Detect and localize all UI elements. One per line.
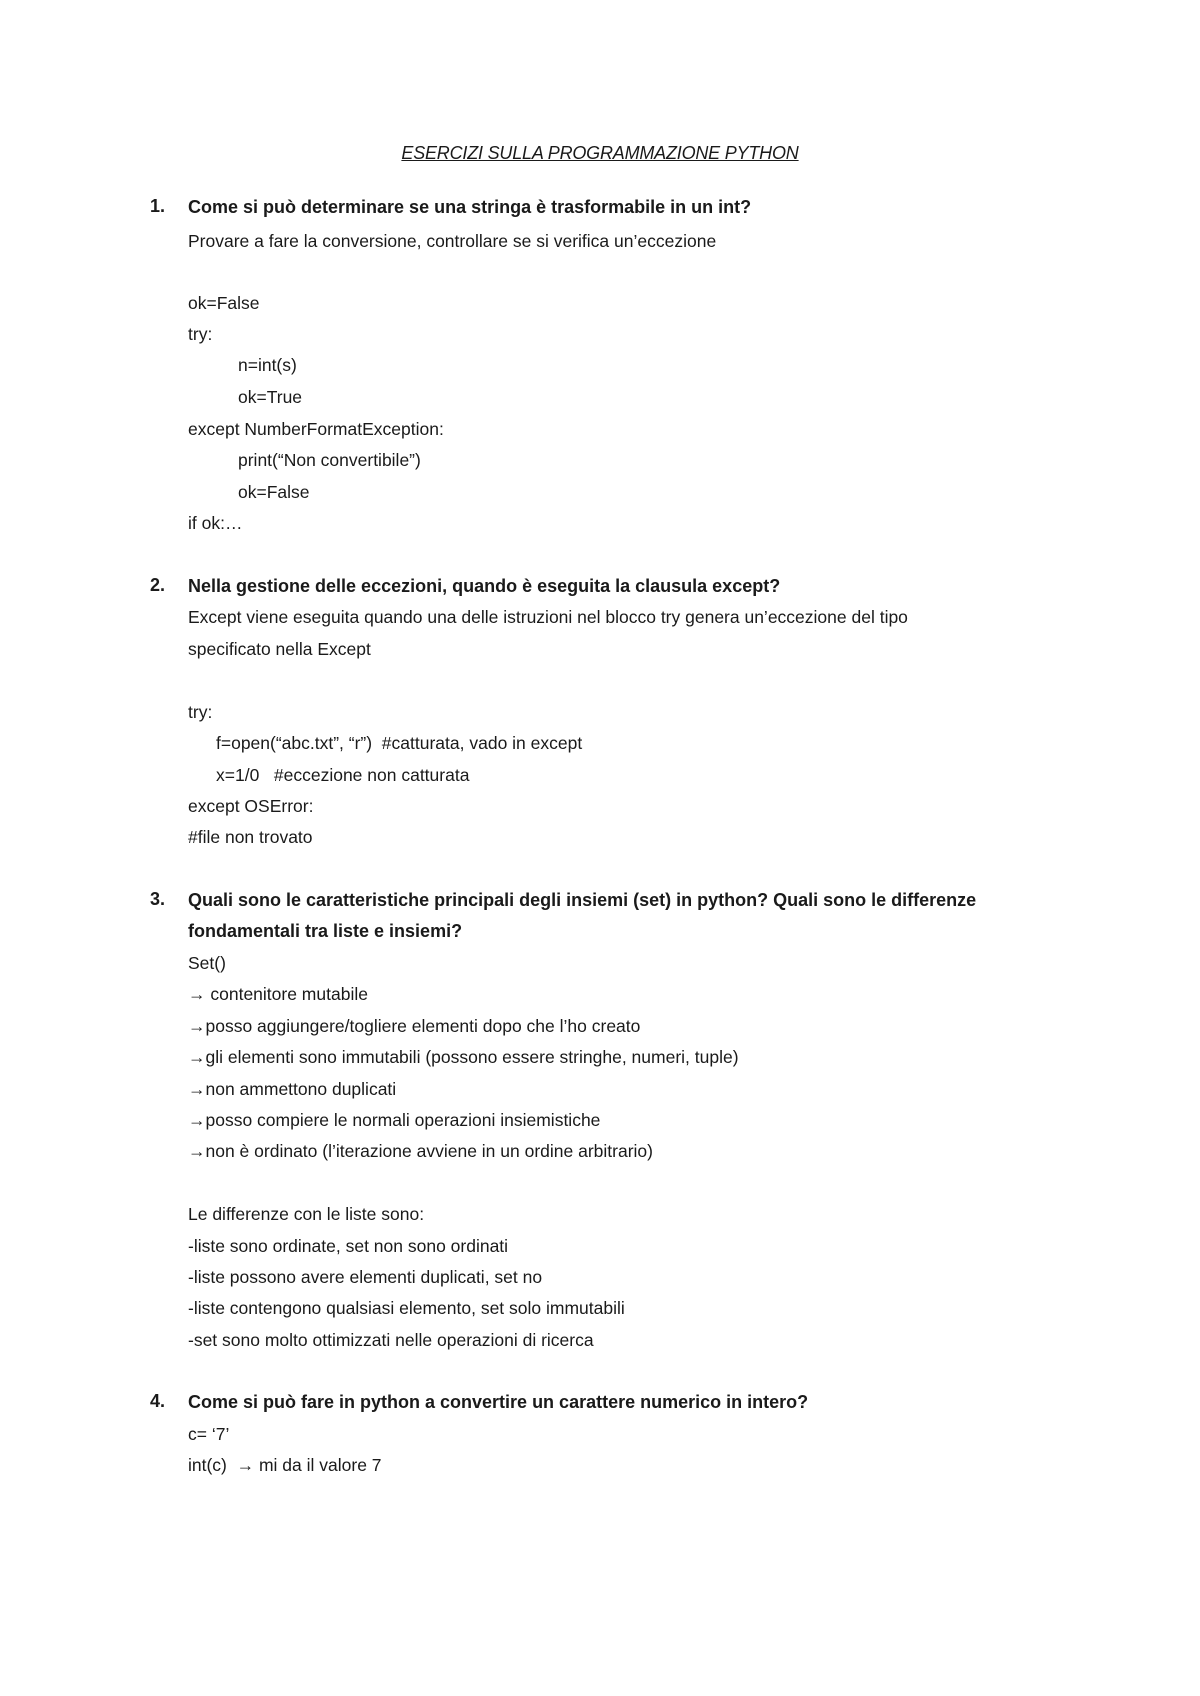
question-1-number: 1. [150,196,166,216]
answer-2-line: specificato nella Except [188,639,371,659]
differences-line: -liste possono avere elementi duplicati, set no [188,1267,543,1287]
question-3-text: fondamentali tra liste e insiemi? [188,921,463,941]
answer-3-line: Set() [188,953,226,973]
differences-line: -liste sono ordinate, set non sono ordinati [188,1236,509,1256]
code-2-line: #file non trovato [188,827,313,847]
code-1-line: ok=True [238,387,303,407]
answer-3-line: → contenitore mutabile [188,984,368,1004]
differences-line: Le differenze con le liste sono: [188,1204,425,1224]
question-1-text: Come si può determinare se una stringa è trasformabile in un int? [188,197,752,217]
code-1-line: try: [188,324,213,344]
answer-2-line: Except viene eseguita quando una delle istruzioni nel blocco try genera un’eccezione del tipo [188,607,908,627]
question-2-text: Nella gestione delle eccezioni, quando è eseguita la clausula except? [188,576,781,596]
question-4-number: 4. [150,1391,166,1411]
code-1-line: ok=False [188,293,260,313]
code-2-line: f=open(“abc.txt”, “r”) #catturata, vado in except [216,733,583,753]
question-3-text: Quali sono le caratteristiche principali degli insiemi (set) in python? Quali sono le differenze [188,890,977,910]
code-1-line: ok=False [238,482,310,502]
code-2-line: try: [188,702,213,722]
document-title: ESERCIZI SULLA PROGRAMMAZIONE PYTHON [401,143,799,163]
code-1-line: print(“Non convertibile”) [238,450,421,470]
differences-line: -set sono molto ottimizzati nelle operazioni di ricerca [188,1330,594,1350]
code-2-line: x=1/0 #eccezione non catturata [216,765,470,785]
question-2-number: 2. [150,575,166,595]
answer-1-text: Provare a fare la conversione, controllare se si verifica un’eccezione [188,231,717,251]
answer-3-line: →posso compiere le normali operazioni insiemistiche [188,1110,601,1130]
code-1-line: if ok:… [188,513,243,533]
question-4-text: Come si può fare in python a convertire un carattere numerico in intero? [188,1392,809,1412]
differences-line: -liste contengono qualsiasi elemento, set solo immutabili [188,1298,625,1318]
code-1-line: n=int(s) [238,355,297,375]
answer-3-line: →posso aggiungere/togliere elementi dopo che l’ho creato [188,1016,641,1036]
answer-3-line: →non è ordinato (l’iterazione avviene in un ordine arbitrario) [188,1141,653,1161]
code-1-line: except NumberFormatException: [188,419,444,439]
question-3-number: 3. [150,889,166,909]
answer-4-line: c= ‘7’ [188,1424,230,1444]
answer-4-line: int(c) → mi da il valore 7 [188,1455,382,1475]
answer-3-line: →gli elementi sono immutabili (possono essere stringhe, numeri, tuple) [188,1047,739,1067]
answer-3-line: →non ammettono duplicati [188,1079,397,1099]
code-2-line: except OSError: [188,796,314,816]
